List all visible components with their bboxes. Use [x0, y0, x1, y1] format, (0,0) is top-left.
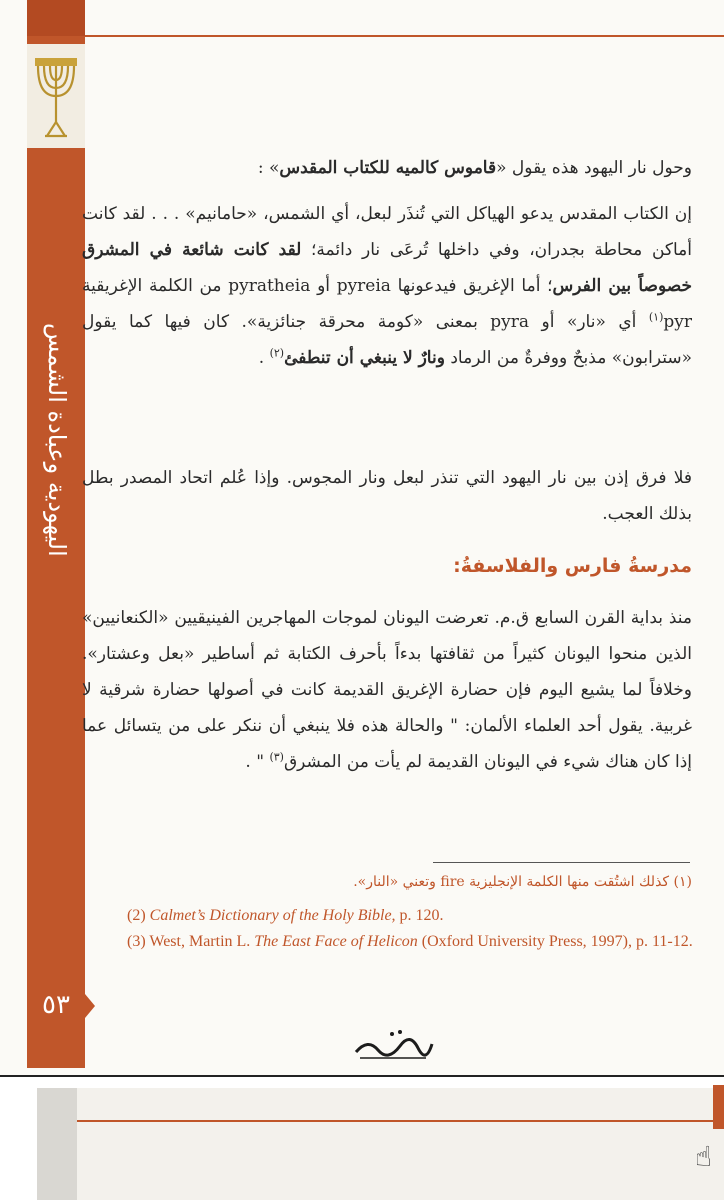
p1-part4: . — [258, 348, 270, 368]
p3-part2: " . — [245, 752, 270, 772]
footnote-3-title: The East Face of Helicon — [254, 933, 418, 950]
hand-cursor-icon[interactable]: ☝ — [695, 1140, 713, 1173]
footnote-1: (١) كذلك اشتُقت منها الكلمة الإنجليزية fire وتعني «النار». — [353, 874, 692, 890]
p1-bold2: ونارٌ لا ينبغي أن تنطفئ — [284, 348, 445, 368]
intro-text-after: » : — [257, 158, 280, 178]
book-title-vertical: اليهودية وعبادة الشمس — [43, 323, 71, 557]
quote-paragraph — [82, 196, 692, 376]
footnote-2 — [127, 904, 697, 928]
p1-part2: ؛ أما الإغريق فيدعونها pyreia أو pyratheia من الكلمة الإغريقية pyr — [82, 276, 692, 332]
intro-line — [132, 150, 692, 186]
section-heading: مدرسةُ فارس والفلاسفةُ: — [453, 555, 692, 577]
footnote-ref-3: (٣) — [269, 750, 284, 764]
sidebar-top-block — [27, 0, 85, 36]
greek-paragraph — [82, 600, 692, 780]
menorah-icon — [27, 44, 85, 148]
top-rule — [85, 35, 724, 37]
footnote-3 — [127, 930, 697, 954]
footnote-3-rest: (Oxford University Press, 1997), p. 11-12. — [417, 933, 693, 950]
p3-part1: منذ بداية القرن السابع ق.م. تعرضت اليونان لموجات المهاجرين الفينيقيين «الكنعانيين» الذين منحوا اليونان كثيراً من ثقافتها بدءاً بأحرف الكتابة ثم أساطير «بعل وعشتار». وخلافاً لما يشيع اليوم فإن حضارة الإغريق القديمة كانت في أصولها حضارة شرقية لا غربية. يقول أحد العلماء الألمان: " والحالة هذه فلا ينبغي أن ننكر على من يتسائل عما إذا كان هناك شيء في اليونان القديمة لم يأت من المشرق — [82, 608, 692, 772]
footnote-ref-2: (٢) — [269, 346, 285, 360]
p1-bold1: لقد كانت شائعة في المشرق خصوصاً بين الفرس — [82, 240, 693, 296]
page-separator — [0, 1075, 724, 1077]
footnote-divider — [433, 862, 690, 863]
next-page-tab — [713, 1085, 724, 1129]
conclusion-paragraph: فلا فرق إذن بين نار اليهود التي تنذر لبعل ونار المجوس. وإذا عُلم اتحاد المصدر بطل بذلك العجب. — [82, 468, 692, 524]
next-page-shadow — [37, 1088, 77, 1200]
footnote-2-title: Calmet’s Dictionary of the Holy Bible, — [149, 907, 396, 924]
footnote-2-rest: p. 120. — [395, 907, 444, 924]
footnote-ref-1: (١) — [648, 310, 664, 324]
next-page-rule — [77, 1120, 720, 1122]
page-number: ٥٣ — [42, 990, 70, 1020]
footnote-3-num: (3) West, Martin L. — [127, 933, 255, 950]
dictionary-title: قاموس كالميه للكتاب المقدس — [279, 158, 497, 178]
p1-part3: أي «نار» أو pyra بمعنى «كومة محرقة جنائزية». كان فيها كما يقول «سترابون» مذبحٌ ووفرةٌ من الرماد — [82, 312, 692, 368]
footnote-2-num: (2) — [127, 907, 150, 924]
page-number-tab — [85, 994, 95, 1018]
next-page-preview — [37, 1088, 724, 1200]
p1-part1: إن الكتاب المقدس يدعو الهياكل التي تُنذَر لبعل، أي الشمس، «حامانيم» . . . لقد كانت أماكن محاطة بجدران، وفي داخلها تُرعَى نار دائمة؛ — [82, 204, 692, 260]
publisher-logo — [348, 1018, 438, 1068]
intro-text-before: وحول نار اليهود هذه يقول « — [496, 158, 692, 178]
